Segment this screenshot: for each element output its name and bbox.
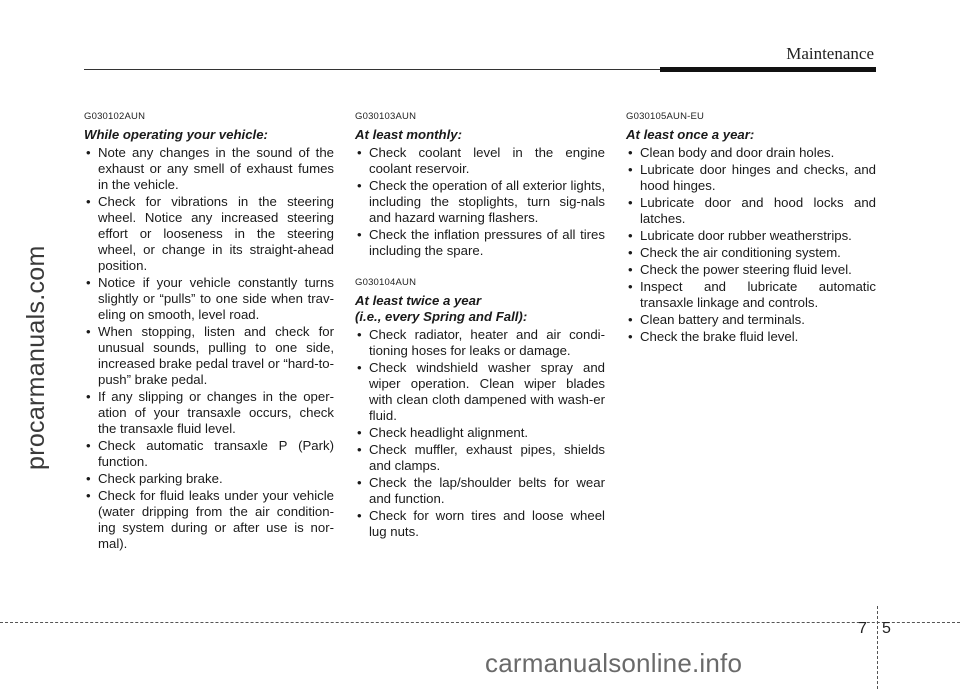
list-item: • Check the operation of all exterior lights, including the stoplights, turn sig-nals and hazard warning flashers. — [355, 178, 605, 226]
column-3 — [626, 111, 876, 346]
list-item: • Inspect and lubricate automatic transaxle linkage and controls. — [626, 279, 876, 311]
section-code: G030102AUN — [84, 111, 146, 122]
chapter-number: 7 — [858, 620, 867, 637]
list-item: • Check radiator, heater and air condi-tioning hoses for leaks or damage. — [355, 327, 605, 359]
page-header-title: Maintenance — [786, 44, 874, 63]
checklist — [626, 145, 876, 345]
list-item: • Check the inflation pressures of all tires including the spare. — [355, 227, 605, 259]
list-item: • Notice if your vehicle constantly turns slightly or “pulls” to one side when trav-eling on smooth, level road. — [84, 275, 334, 323]
footer-rule — [0, 622, 960, 623]
list-item: • Lubricate door rubber weatherstrips. — [626, 228, 876, 244]
column-2 — [355, 111, 605, 541]
side-watermark: procarmanuals.com — [22, 245, 50, 470]
list-item: • Check muffler, exhaust pipes, shields and clamps. — [355, 442, 605, 474]
header-rule-thin — [84, 69, 660, 70]
list-item: • Check automatic transaxle P (Park) function. — [84, 438, 334, 470]
section-code: G030105AUN-EU — [626, 111, 705, 122]
section-heading: While operating your vehicle: — [84, 127, 268, 142]
section-heading-line: (i.e., every Spring and Fall): — [355, 309, 528, 324]
list-item: • Check the lap/shoulder belts for wear and function. — [355, 475, 605, 507]
checklist — [355, 327, 605, 540]
header-rule-thick — [660, 67, 876, 72]
list-item: • Clean body and door drain holes. — [626, 145, 876, 161]
footer-divider — [877, 606, 878, 689]
list-item: • Lubricate door and hood locks and latches. — [626, 195, 876, 227]
section-heading: At least once a year: — [626, 127, 755, 142]
section-heading — [355, 293, 605, 325]
list-item: • Check coolant level in the engine coolant reservoir. — [355, 145, 605, 177]
list-item: • Check for worn tires and loose wheel lug nuts. — [355, 508, 605, 540]
list-item: • Check windshield washer spray and wiper operation. Clean wiper blades with clean cloth dampened with wash-er fluid. — [355, 360, 605, 424]
list-item: • Check for vibrations in the steering wheel. Notice any increased steering effort or looseness in the steering wheel, or change in its straight-ahead position. — [84, 194, 334, 274]
list-item: • Check the air conditioning system. — [626, 245, 876, 261]
checklist — [355, 145, 605, 259]
section-heading: At least monthly: — [355, 127, 462, 142]
list-item: • Check parking brake. — [84, 471, 334, 487]
checklist — [84, 145, 334, 552]
column-1 — [84, 111, 334, 553]
list-item: • Clean battery and terminals. — [626, 312, 876, 328]
list-item: • When stopping, listen and check for unusual sounds, pulling to one side, increased brake pedal travel or “hard-to-push” brake pedal. — [84, 324, 334, 388]
section-heading-line: At least twice a year — [355, 293, 482, 308]
list-item: • If any slipping or changes in the oper-ation of your transaxle occurs, check the transaxle fluid level. — [84, 389, 334, 437]
list-item: • Check for fluid leaks under your vehicle (water dripping from the air condition-ing system during or after use is nor-mal). — [84, 488, 334, 552]
list-item: • Check the power steering fluid level. — [626, 262, 876, 278]
section-code: G030104AUN — [355, 277, 417, 288]
list-item: • Check the brake fluid level. — [626, 329, 876, 345]
bottom-watermark: carmanualsonline.info — [485, 648, 743, 678]
page-number: 5 — [882, 620, 891, 637]
list-item: • Check headlight alignment. — [355, 425, 605, 441]
section-code: G030103AUN — [355, 111, 417, 122]
list-item: • Note any changes in the sound of the exhaust or any smell of exhaust fumes in the vehicle. — [84, 145, 334, 193]
list-item: • Lubricate door hinges and checks, and hood hinges. — [626, 162, 876, 194]
section-spacer — [355, 260, 605, 277]
